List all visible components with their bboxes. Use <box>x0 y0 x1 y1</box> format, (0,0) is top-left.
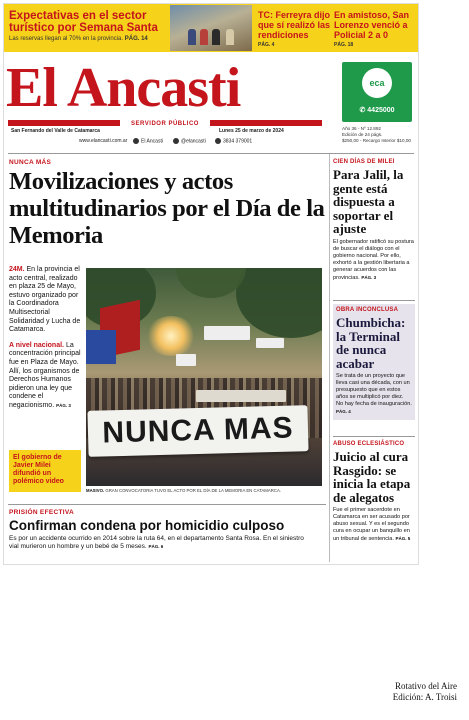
twitter-icon <box>173 138 179 144</box>
right-text: Se trata de un proyecto que lleva casi una década, con un presupuesto que en estos años se multiplicó por diez. No hay fecha de inauguración. PÁG. 4 <box>336 373 412 414</box>
promo-item-san-lorenzo[interactable] <box>334 10 416 48</box>
whatsapp-icon <box>215 138 221 144</box>
promo-headline: Expectativas en el sector turístico por Semana Santa <box>9 10 158 34</box>
section-divider <box>8 153 414 154</box>
phone-icon: ✆ <box>359 107 366 114</box>
website-link[interactable]: www.elancasti.com.ar <box>79 138 128 144</box>
promo-box-text: El gobierno de Javier Milei difundió un polémico video <box>13 454 64 485</box>
right-story-chumbicha[interactable] <box>333 304 415 420</box>
right-kicker: CIEN DÍAS DE MILEI <box>333 159 395 165</box>
bottom-story-text: Es por un accidente ocurrido en 2014 sobre la ruta 64, en el departamento Santa Rosa. En el siniestro vial murieron un hombre y un bebé de 5 meses. PÁG. 6 <box>9 535 304 550</box>
main-photo <box>86 268 322 486</box>
eca-ad[interactable] <box>342 62 412 122</box>
eca-phone: ✆ 4425000 <box>359 107 395 114</box>
main-headline[interactable]: Movilizaciones y actos multitudinarios por el Día de la Memoria <box>9 168 325 249</box>
photo-caption: MASIVO. GRAN CONVOCATORIA TUVO EL ACTO POR EL DÍA DE LA MEMORIA EN CATAMARCA. <box>86 488 282 493</box>
right-headline: Para Jalil, la gente está dispuesta a soportar el ajuste <box>333 167 404 236</box>
main-kicker: NUNCA MÁS <box>9 159 52 166</box>
credits <box>393 681 457 703</box>
facebook-link[interactable]: El Ancasti <box>133 138 163 144</box>
phone-link[interactable]: 3834 379001 <box>215 138 252 144</box>
milei-video-promo[interactable] <box>9 450 81 492</box>
paragraph-local: 24M. En la provincia el acto central, realizado en plaza 25 de Mayo, estuvo organizado por la Coordinadora Multisectorial Solidaridad y Lucha de Catamarca. <box>9 266 81 334</box>
right-text: El gobernador ratificó su postura de buscar el diálogo con el gobierno nacional. Por ello, exhortó a la gestión libertaria a generar acuerdos con las provincias. PÁG. 3 <box>333 238 414 281</box>
promo-headline: TC: Ferreyra dijo que sí realizó las rendiciones <box>258 10 331 40</box>
location: San Fernando del Valle de Catamarca <box>11 128 100 134</box>
promo-headline: En amistoso, San Lorenzo venció a Policial 2 a 0 <box>334 10 410 40</box>
tagline: SERVIDOR PÚBLICO <box>120 120 210 129</box>
promo-photo <box>170 5 252 51</box>
column-divider <box>329 154 330 562</box>
bottom-kicker: PRISIÓN EFECTIVA <box>9 509 74 516</box>
promo-page: PÁG. 4 <box>258 42 275 48</box>
credits-line-1: Rotativo del Aire <box>395 681 457 691</box>
promo-page: PÁG. 18 <box>334 42 354 48</box>
right-headline: Juicio al cura Rasgido: se inicia la etapa de alegatos <box>333 449 411 505</box>
newspaper-front-page <box>4 4 418 564</box>
section-divider <box>333 300 415 301</box>
right-story-jalil[interactable] <box>333 159 415 282</box>
twitter-link[interactable]: @elancasti <box>173 138 206 144</box>
main-story-text <box>9 266 81 418</box>
section-divider <box>8 504 326 505</box>
promo-item-tourism[interactable] <box>9 10 169 42</box>
eca-logo: eca <box>362 68 392 98</box>
facebook-icon <box>133 138 139 144</box>
right-kicker: ABUSO ECLESIÁSTICO <box>333 441 405 447</box>
right-story-rasgido[interactable] <box>333 441 415 543</box>
promo-item-tc[interactable] <box>258 10 332 48</box>
bottom-headline[interactable]: Confirman condena por homicidio culposo <box>9 518 285 533</box>
paragraph-national: A nivel nacional. La concentración principal fue en Plaza de Mayo. Allí, los organismos de Derechos Humanos pidieron una ley que condene el negacionismo. PÁG. 3 <box>9 341 81 409</box>
edition-info: Año 36 - Nº 12.892 Edición de 24 págs. $250,00 - Recargo Interior $10,00 <box>342 126 411 143</box>
right-text: Fue el primer sacerdote en Catamarca en ser acusado por abuso sexual. Y es el segundo cura en ocupar un banquillo en un tribunal de sentencia. PÁG. 5 <box>333 507 411 542</box>
section-divider <box>333 436 415 437</box>
right-headline: Chumbicha: la Terminal de nunca acabar <box>336 315 406 371</box>
promo-strip <box>4 4 418 52</box>
right-kicker: OBRA INCONCLUSA <box>336 307 399 313</box>
nunca-mas-banner: NUNCA MAS <box>87 405 308 457</box>
newspaper-logo: El Ancasti <box>6 57 241 119</box>
issue-date: Lunes 25 de marzo de 2024 <box>219 128 284 134</box>
promo-sub: Las reservas llegan al 70% en la provincia. PÁG. 14 <box>9 36 148 42</box>
credits-line-2: Edición: A. Troisi <box>392 692 457 702</box>
